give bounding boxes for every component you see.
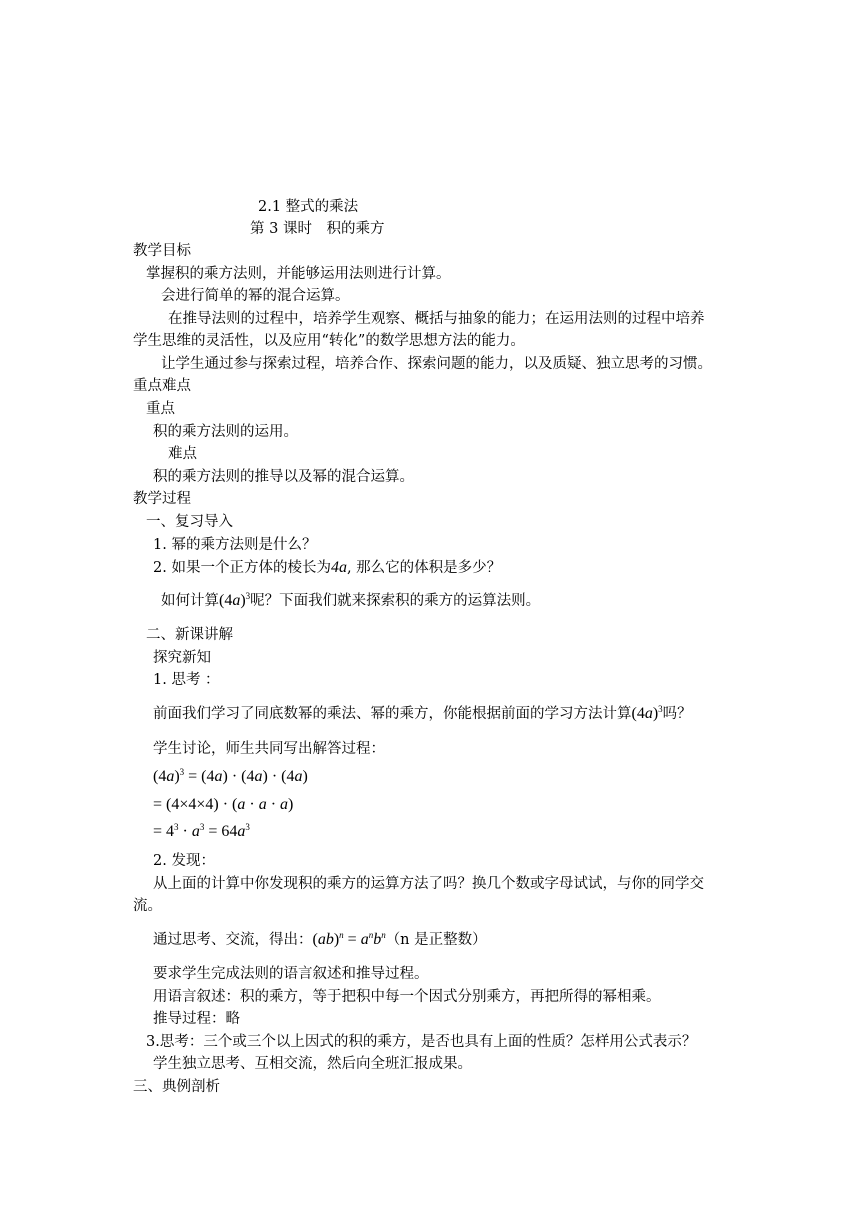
how-to-compute-text: 呢？下面我们就来探索积的乘方的运算法则。 <box>250 593 541 609</box>
conclusion <box>153 930 487 949</box>
review-question-2 <box>153 558 501 577</box>
think-3-text: 3.思考：三个或三个以上因式的积的乘方，是否也具有上面的性质？怎样用公式表示？ <box>146 1034 697 1050</box>
think-text-part: 前面我们学习了同底数幂的乘法、幂的乘方，你能根据前面的学习方法计算 <box>153 706 632 722</box>
key-text: 积的乘方法则的运用。 <box>153 424 298 440</box>
review-question-1: 1. 幂的乘方法则是什么？ <box>153 537 317 553</box>
think-text-part: 吗？ <box>662 706 692 722</box>
review-question-2-text: , 那么它的体积是多少？ <box>346 560 502 576</box>
how-to-compute-text: 如何计算 <box>161 593 219 609</box>
conclusion-text: （n 是正整数） <box>385 932 487 948</box>
how-to-compute <box>161 591 540 610</box>
think-label: 1. 思考 ： <box>153 672 220 688</box>
math-expression: $(4a)^3$ <box>219 591 251 609</box>
equation-line-1: $(4a)^3 = (4a) \cdot (4a) \cdot (4a)$ <box>153 767 308 785</box>
formula: $(ab)^n = a^nb^n$ <box>312 930 386 948</box>
objectives-heading: 教学目标 <box>133 243 191 259</box>
keypoints-heading: 重点难点 <box>133 378 191 394</box>
process-heading: 教学过程 <box>133 491 191 507</box>
discover-line-2: 流。 <box>133 898 162 914</box>
examples-heading: 三、典例剖析 <box>133 1079 220 1095</box>
equation-line-2: = (4×4×4) · (a · a · a) <box>153 796 294 813</box>
new-lesson-heading: 二、新课讲解 <box>146 627 233 643</box>
objective-item: 掌握积的乘方法则，并能够运用法则进行计算。 <box>146 266 451 282</box>
independent-text: 学生独立思考、互相交流，然后向全班汇报成果。 <box>153 1056 472 1072</box>
objective-item: 在推导法则的过程中，培养学生观察、概括与抽象的能力；在运用法则的过程中培养 <box>168 311 705 327</box>
review-question-2-text: 2. 如果一个正方体的棱长为 <box>153 560 331 576</box>
key-label: 重点 <box>146 401 175 417</box>
title-line-2: 第 3 课时 积的乘方 <box>250 221 385 237</box>
discuss-text: 学生讨论，师生共同写出解答过程： <box>153 741 385 757</box>
title-line-1: 2.1 整式的乘法 <box>258 199 359 215</box>
think-text <box>153 704 692 723</box>
discover-label: 2. 发现： <box>153 853 215 869</box>
objective-item: 会进行简单的幂的混合运算。 <box>161 288 350 304</box>
objective-item: 让学生通过参与探索过程，培养合作、探索问题的能力，以及质疑、独立思考的习惯。 <box>161 356 712 372</box>
difficulty-text: 积的乘方法则的推导以及幂的混合运算。 <box>153 469 414 485</box>
objective-item: 学生思维的灵活性，以及应用“转化”的数学思想方法的能力。 <box>133 333 525 349</box>
explore-label: 探究新知 <box>153 650 211 666</box>
review-heading: 一、复习导入 <box>146 514 233 530</box>
conclusion-text: 通过思考、交流，得出： <box>153 932 313 948</box>
require-text: 要求学生完成法则的语言叙述和推导过程。 <box>153 966 429 982</box>
math-expression: $(4a)^3$ <box>631 704 663 722</box>
equation-line-3: = $4^3 \cdot a^3 = 64a^3$ <box>153 822 250 840</box>
math-expression: 4a <box>330 559 347 576</box>
discover-line-1: 从上面的计算中你发现积的乘方的运算方法了吗？换几个数或字母试试，与你的同学交 <box>153 876 704 892</box>
derivation-text: 推导过程：略 <box>153 1011 240 1027</box>
verbal-text: 用语言叙述：积的乘方，等于把积中每一个因式分别乘方，再把所得的幂相乘。 <box>153 989 661 1005</box>
difficulty-label: 难点 <box>168 446 197 462</box>
